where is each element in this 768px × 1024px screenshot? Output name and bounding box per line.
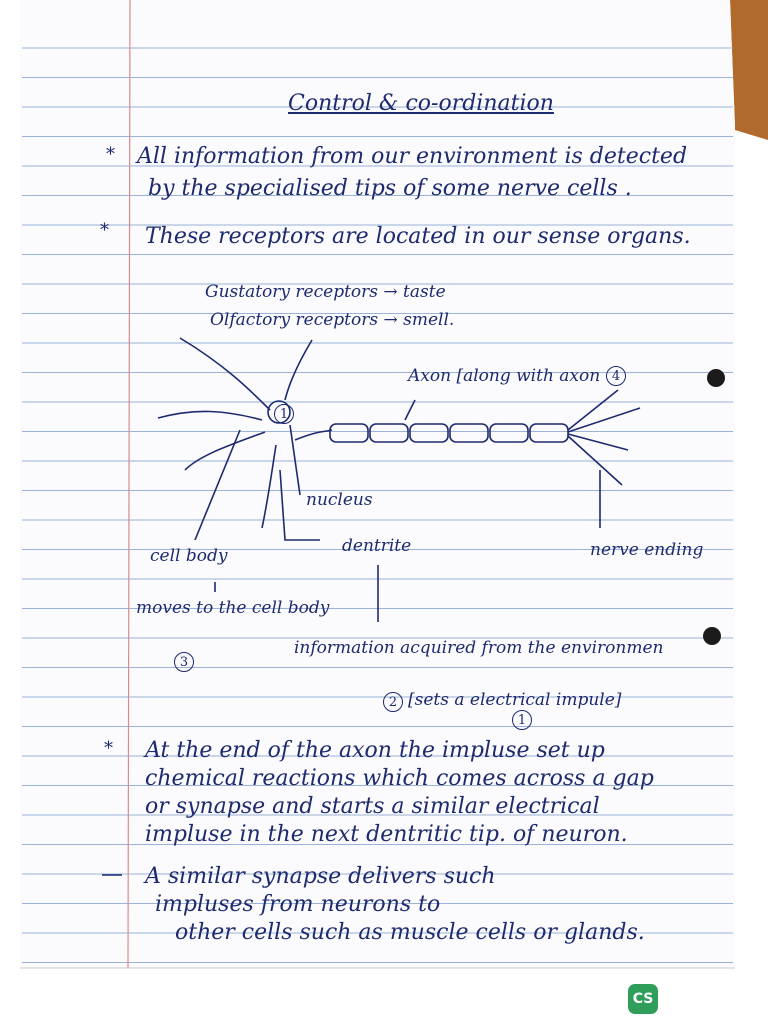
paragraph-1-line-1: All information from our environment is detected xyxy=(137,144,688,169)
bullet-2: * xyxy=(100,220,109,241)
binder-hole xyxy=(707,369,725,387)
dentrite-label: dentrite xyxy=(342,536,412,556)
paragraph-3-line-4: impluse in the next dentritic tip. of neuron. xyxy=(145,822,628,847)
paragraph-1-line-2: by the specialised tips of some nerve cells . xyxy=(148,176,632,201)
number-1: 1 xyxy=(274,404,294,424)
bullet-1: * xyxy=(106,144,115,165)
binder-hole xyxy=(703,627,721,645)
cell-body-label: cell body xyxy=(150,546,228,566)
number-4: 4 xyxy=(606,366,626,386)
moves-label: moves to the cell body xyxy=(136,598,330,618)
paragraph-4-line-3: other cells such as muscle cells or glands. xyxy=(175,920,645,945)
paragraph-3-line-3: or synapse and starts a similar electrical xyxy=(145,794,600,819)
page-title: Control & co-ordination xyxy=(288,91,554,116)
impulse-label: [sets a electrical impule] xyxy=(408,690,622,710)
wooden-table-edge xyxy=(730,0,768,140)
paragraph-2-line-1: These receptors are located in our sense organs. xyxy=(145,224,691,249)
paragraph-4-line-2: impluses from neurons to xyxy=(155,892,441,917)
paragraph-4-line-1: A similar synapse delivers such xyxy=(145,864,496,889)
number-3: 3 xyxy=(174,652,194,672)
receptor-line-1: Gustatory receptors → taste xyxy=(205,282,446,302)
paragraph-3-line-1: At the end of the axon the impluse set up xyxy=(145,738,605,763)
paragraph-3-line-2: chemical reactions which comes across a gap xyxy=(145,766,654,791)
bullet-3: * xyxy=(104,738,113,759)
number-2: 2 xyxy=(383,692,403,712)
number-1b: 1 xyxy=(512,710,532,730)
axon-label: Axon [along with axon xyxy=(408,366,601,386)
camscanner-badge: CS xyxy=(628,984,658,1014)
receptor-line-2: Olfactory receptors → smell. xyxy=(210,310,455,330)
nucleus-label: nucleus xyxy=(306,490,373,510)
information-label: information acquired from the environmen xyxy=(294,638,664,658)
nerve-ending-label: nerve ending xyxy=(590,540,704,560)
